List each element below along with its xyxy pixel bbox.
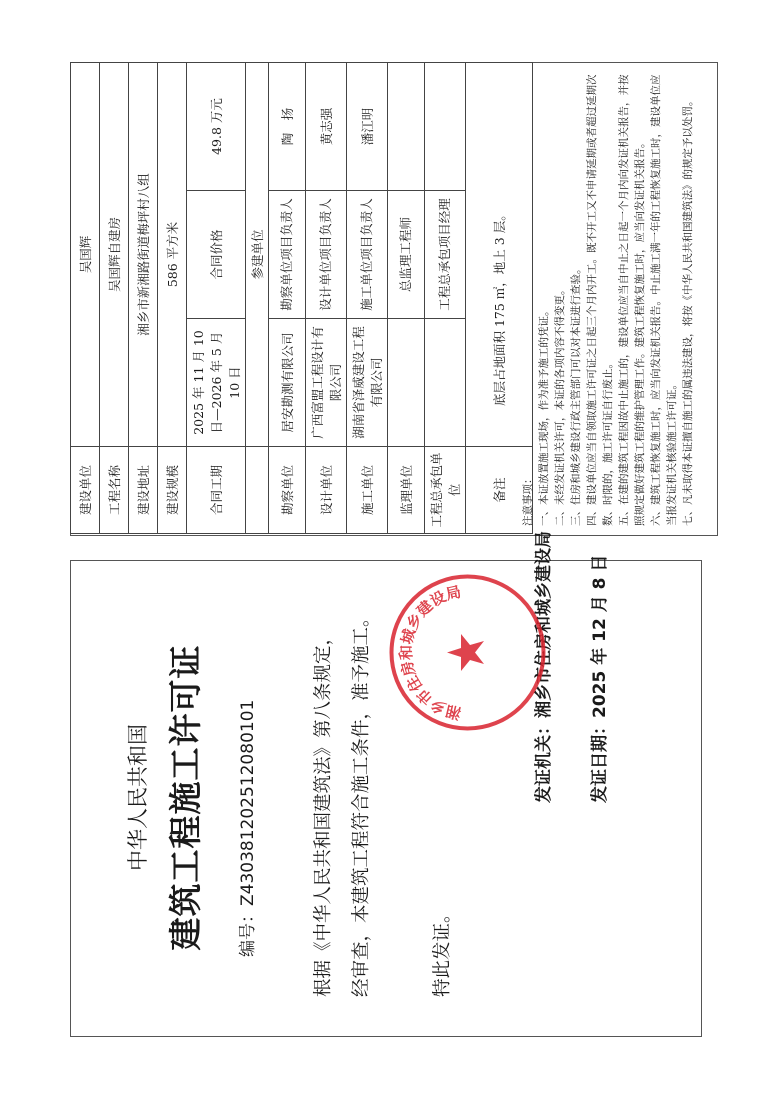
note-item: 一、本证放置施工现场，作为准予施工的凭证。 — [538, 305, 550, 526]
participant-company: 湖南省泽威建设工程有限公司 — [347, 319, 388, 447]
participant-person-role: 勘察单位项目负责人 — [269, 191, 306, 319]
participant-role: 监理单位 — [388, 447, 425, 534]
participant-person-role: 总监理工程师 — [388, 191, 425, 319]
issuing-authority: 发证机关：湘乡市住房和城乡建设局 — [534, 531, 554, 803]
table-row — [158, 63, 187, 534]
participant-company — [388, 319, 425, 447]
table-row — [425, 63, 466, 534]
row-value: 吴国辉自建房 — [100, 63, 129, 447]
participants-header: 参建单位 — [246, 63, 269, 447]
note-item: 三、住房和城乡建设行政主管部门可以对本证进行查验。 — [570, 263, 582, 526]
note-item: 六、建筑工程恢复施工时，应当向发证机关报告。中止施工满一年的工程恢复施工时，建设单位应当报发证机关核验施工许可证。 — [650, 74, 678, 526]
table-row — [388, 63, 425, 534]
row-label: 建设规模 — [158, 447, 187, 534]
row-value: 吴国辉 — [71, 63, 100, 447]
official-seal-icon — [385, 570, 550, 735]
serial-number: 编号：Z430381202512080101 — [238, 699, 258, 957]
row-label: 工程名称 — [100, 447, 129, 534]
participant-role: 设计单位 — [306, 447, 347, 534]
table-row — [347, 63, 388, 534]
permit-details — [70, 62, 716, 534]
legal-basis-line-1: 根据《中华人民共和国建筑法》第八条规定， — [313, 626, 334, 997]
details-table — [70, 62, 533, 534]
participant-company — [425, 319, 466, 447]
price-label: 合同价格 — [187, 191, 246, 319]
notes-section — [520, 66, 696, 526]
remarks-label: 备注 — [466, 447, 533, 534]
participant-person: 潘江明 — [347, 63, 388, 191]
remarks-value: 底层占地面积 175 ㎡，地上 3 层。 — [466, 63, 533, 447]
period-label: 合同工期 — [187, 447, 246, 534]
legal-basis-line-2: 经审查，本建筑工程符合施工条件，准予施工。 — [351, 608, 372, 997]
note-item: 二、未经发证机关许可，本证的各项内容不得变更。 — [554, 284, 566, 526]
table-row — [100, 63, 129, 534]
note-item: 四、建设单位应当自领取施工许可证之日起三个月内开工。既不开工又不申请延期或者超过延期次数、时限的，施工许可证自行废止。 — [586, 74, 614, 526]
seal-text: 湘乡市住房和城乡建设局 — [397, 582, 463, 723]
hereby-issued: 特此发证。 — [432, 904, 453, 997]
row-label: 建设地址 — [129, 447, 158, 534]
table-row — [246, 63, 269, 534]
table-row — [71, 63, 100, 534]
participant-role: 工程总承包单位 — [425, 447, 466, 534]
participant-person-role: 设计单位项目负责人 — [306, 191, 347, 319]
permit-title: 建筑工程施工许可证 — [166, 644, 205, 951]
row-value: 586 平方米 — [158, 63, 187, 447]
table-row — [269, 63, 306, 534]
participant-person — [388, 63, 425, 191]
participant-person-role: 施工单位项目负责人 — [347, 191, 388, 319]
table-row — [129, 63, 158, 534]
table-row — [306, 63, 347, 534]
row-label: 建设单位 — [71, 447, 100, 534]
participant-role: 勘察单位 — [269, 447, 306, 534]
issue-date: 发证日期：2025 年 12 月 8 日 — [590, 554, 610, 803]
participant-role: 施工单位 — [347, 447, 388, 534]
nation-name: 中华人民共和国 — [126, 724, 150, 871]
notes-title: 注意事项： — [522, 473, 534, 526]
participant-person-role: 工程总承包项目经理 — [425, 191, 466, 319]
participant-company: 居安勘测有限公司 — [269, 319, 306, 447]
note-item: 五、在建的建筑工程因故中止施工的，建设单位应当自中止之日起一个月内向发证机关报告，并按照规定做好建筑工程的维护管理工作。建筑工程恢复施工时，应当向发证机关报告。 — [618, 74, 646, 526]
legal-basis — [305, 577, 381, 997]
participant-company: 广西富盟工程设计有限公司 — [306, 319, 347, 447]
row-value: 湘乡市新湘路街道梅坪村八组 — [129, 63, 158, 447]
period-value: 2025 年 11 月 10 日—2026 年 5 月 10 日 — [187, 319, 246, 447]
price-value: 49.8 万元 — [187, 63, 246, 191]
participant-person: 陶 扬 — [269, 63, 306, 191]
participant-person: 黄志强 — [306, 63, 347, 191]
note-item: 七、凡未取得本证擅自施工的属违法建设，将按《中华人民共和国建筑法》的规定予以处罚。 — [682, 95, 694, 526]
participant-person — [425, 63, 466, 191]
table-row — [187, 63, 246, 534]
